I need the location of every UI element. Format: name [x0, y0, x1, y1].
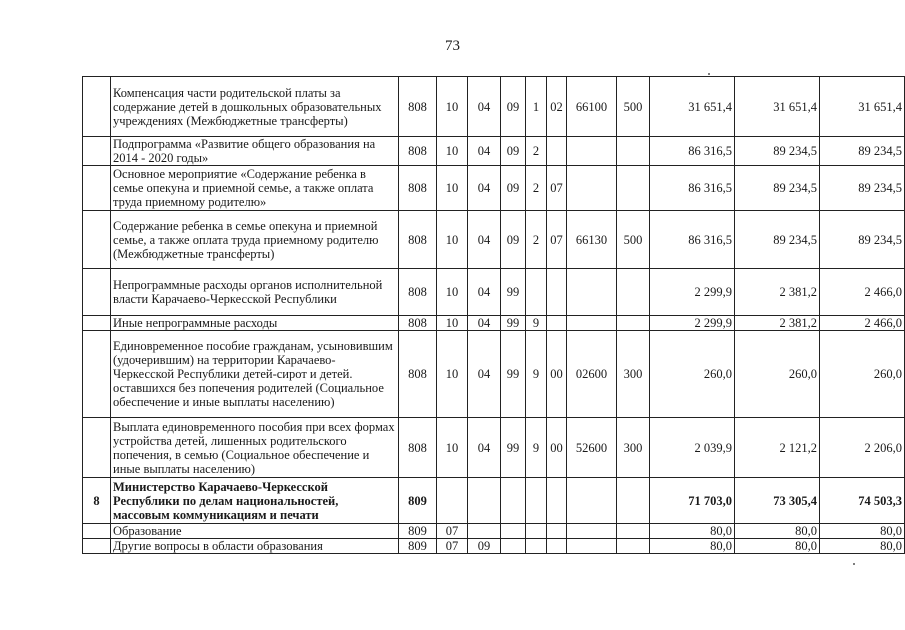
cs-direction-cell: [567, 478, 617, 524]
cs-direction-cell: [567, 316, 617, 331]
amount-year1-cell: 2 299,9: [650, 316, 735, 331]
amount-year1-cell: 80,0: [650, 539, 735, 554]
pr-cell: 04: [468, 211, 501, 269]
name-cell: Министерство Карачаево-Черкесской Республики по делам национальностей, массовым коммуникациям и печати: [111, 478, 399, 524]
amount-year1-cell: 71 703,0: [650, 478, 735, 524]
rz-cell: 10: [437, 331, 468, 418]
ved-cell: 808: [399, 269, 437, 316]
amount-year2-cell: 80,0: [735, 539, 820, 554]
rz-cell: 10: [437, 269, 468, 316]
vr-cell: [617, 524, 650, 539]
num-cell: 8: [83, 478, 111, 524]
amount-year1-cell: 80,0: [650, 524, 735, 539]
amount-year3-cell: 89 234,5: [820, 166, 905, 211]
num-cell: [83, 418, 111, 478]
vr-cell: [617, 269, 650, 316]
cs-program-cell: [501, 524, 526, 539]
vr-cell: [617, 137, 650, 166]
table-row: [83, 316, 905, 331]
amount-year1-cell: 31 651,4: [650, 77, 735, 137]
table-row: [83, 269, 905, 316]
pr-cell: 04: [468, 269, 501, 316]
num-cell: [83, 331, 111, 418]
amount-year3-cell: 2 466,0: [820, 316, 905, 331]
amount-year2-cell: 2 121,2: [735, 418, 820, 478]
pr-cell: 04: [468, 166, 501, 211]
amount-year2-cell: 73 305,4: [735, 478, 820, 524]
ved-cell: 808: [399, 418, 437, 478]
num-cell: [83, 524, 111, 539]
ved-cell: 809: [399, 524, 437, 539]
cs-direction-cell: [567, 166, 617, 211]
pr-cell: [468, 478, 501, 524]
cs-event-cell: 00: [547, 418, 567, 478]
amount-year1-cell: 86 316,5: [650, 166, 735, 211]
amount-year3-cell: 89 234,5: [820, 137, 905, 166]
pr-cell: 09: [468, 539, 501, 554]
cs-direction-cell: 52600: [567, 418, 617, 478]
vr-cell: [617, 539, 650, 554]
num-cell: [83, 166, 111, 211]
cs-event-cell: [547, 478, 567, 524]
name-cell: Единовременное пособие гражданам, усыновившим (удочерившим) на территории Карачаево-Черкесской Республики детей-сирот и детей. оставшихся без попечения родителей (Социальное обеспечение и иные выплаты населению): [111, 331, 399, 418]
pr-cell: 04: [468, 418, 501, 478]
scan-speck: [708, 73, 710, 75]
cs-event-cell: [547, 316, 567, 331]
rz-cell: 10: [437, 418, 468, 478]
num-cell: [83, 269, 111, 316]
cs-direction-cell: 66130: [567, 211, 617, 269]
amount-year2-cell: 2 381,2: [735, 316, 820, 331]
num-cell: [83, 316, 111, 331]
vr-cell: 500: [617, 77, 650, 137]
cs-program-cell: [501, 539, 526, 554]
vr-cell: 300: [617, 331, 650, 418]
ved-cell: 808: [399, 316, 437, 331]
amount-year3-cell: 2 466,0: [820, 269, 905, 316]
pr-cell: 04: [468, 316, 501, 331]
name-cell: Компенсация части родительской платы за содержание детей в дошкольных образовательных учреждениях (Межбюджетные трансферты): [111, 77, 399, 137]
budget-table: [82, 76, 905, 554]
rz-cell: 07: [437, 539, 468, 554]
ved-cell: 808: [399, 331, 437, 418]
cs-event-cell: [547, 269, 567, 316]
amount-year2-cell: 89 234,5: [735, 211, 820, 269]
cs-subprogram-cell: 9: [526, 316, 547, 331]
table-row: [83, 478, 905, 524]
rz-cell: 10: [437, 316, 468, 331]
cs-direction-cell: 02600: [567, 331, 617, 418]
name-cell: Образование: [111, 524, 399, 539]
ved-cell: 808: [399, 77, 437, 137]
ved-cell: 808: [399, 211, 437, 269]
amount-year2-cell: 31 651,4: [735, 77, 820, 137]
cs-subprogram-cell: 9: [526, 331, 547, 418]
vr-cell: [617, 316, 650, 331]
amount-year1-cell: 2 299,9: [650, 269, 735, 316]
cs-subprogram-cell: [526, 524, 547, 539]
cs-program-cell: 99: [501, 269, 526, 316]
rz-cell: 10: [437, 166, 468, 211]
amount-year2-cell: 2 381,2: [735, 269, 820, 316]
rz-cell: 10: [437, 211, 468, 269]
name-cell: Другие вопросы в области образования: [111, 539, 399, 554]
num-cell: [83, 77, 111, 137]
cs-program-cell: 09: [501, 211, 526, 269]
amount-year1-cell: 2 039,9: [650, 418, 735, 478]
amount-year1-cell: 86 316,5: [650, 137, 735, 166]
amount-year2-cell: 260,0: [735, 331, 820, 418]
num-cell: [83, 137, 111, 166]
ved-cell: 808: [399, 166, 437, 211]
cs-direction-cell: [567, 137, 617, 166]
cs-event-cell: [547, 539, 567, 554]
cs-program-cell: 09: [501, 77, 526, 137]
num-cell: [83, 211, 111, 269]
table-row: [83, 77, 905, 137]
cs-direction-cell: [567, 524, 617, 539]
table-row: [83, 166, 905, 211]
cs-event-cell: [547, 524, 567, 539]
amount-year3-cell: 2 206,0: [820, 418, 905, 478]
cs-subprogram-cell: 1: [526, 77, 547, 137]
cs-program-cell: 99: [501, 316, 526, 331]
cs-direction-cell: 66100: [567, 77, 617, 137]
table-row: [83, 539, 905, 554]
cs-event-cell: 07: [547, 211, 567, 269]
pr-cell: 04: [468, 331, 501, 418]
amount-year3-cell: 89 234,5: [820, 211, 905, 269]
pr-cell: [468, 524, 501, 539]
table-row: [83, 211, 905, 269]
vr-cell: 300: [617, 418, 650, 478]
cs-program-cell: [501, 478, 526, 524]
cs-program-cell: 09: [501, 137, 526, 166]
cs-subprogram-cell: 2: [526, 166, 547, 211]
table-row: [83, 524, 905, 539]
cs-direction-cell: [567, 539, 617, 554]
pr-cell: 04: [468, 137, 501, 166]
cs-subprogram-cell: [526, 269, 547, 316]
name-cell: Непрограммные расходы органов исполнительной власти Карачаево-Черкесской Республики: [111, 269, 399, 316]
ved-cell: 808: [399, 137, 437, 166]
rz-cell: 10: [437, 137, 468, 166]
amount-year2-cell: 89 234,5: [735, 137, 820, 166]
table-body: [83, 77, 905, 554]
table-row: [83, 418, 905, 478]
amount-year3-cell: 74 503,3: [820, 478, 905, 524]
name-cell: Выплата единовременного пособия при всех формах устройства детей, лишенных родительского попечения, в семью (Социальное обеспечение и иные выплаты населению): [111, 418, 399, 478]
cs-program-cell: 99: [501, 331, 526, 418]
amount-year1-cell: 86 316,5: [650, 211, 735, 269]
cs-event-cell: [547, 137, 567, 166]
num-cell: [83, 539, 111, 554]
amount-year2-cell: 80,0: [735, 524, 820, 539]
name-cell: Подпрограмма «Развитие общего образования на 2014 - 2020 годы»: [111, 137, 399, 166]
cs-subprogram-cell: 9: [526, 418, 547, 478]
name-cell: Содержание ребенка в семье опекуна и приемной семье, а также оплата труда приемному родителю (Межбюджетные трансферты): [111, 211, 399, 269]
cs-event-cell: 00: [547, 331, 567, 418]
pr-cell: 04: [468, 77, 501, 137]
rz-cell: [437, 478, 468, 524]
cs-subprogram-cell: [526, 478, 547, 524]
cs-subprogram-cell: 2: [526, 137, 547, 166]
ved-cell: 809: [399, 539, 437, 554]
amount-year1-cell: 260,0: [650, 331, 735, 418]
cs-direction-cell: [567, 269, 617, 316]
amount-year2-cell: 89 234,5: [735, 166, 820, 211]
cs-subprogram-cell: 2: [526, 211, 547, 269]
name-cell: Основное мероприятие «Содержание ребенка в семье опекуна и приемной семье, а также оплата труда приемному родителю»: [111, 166, 399, 211]
cs-program-cell: 99: [501, 418, 526, 478]
cs-subprogram-cell: [526, 539, 547, 554]
page-number: 73: [445, 38, 460, 54]
table-row: [83, 331, 905, 418]
ved-cell: 809: [399, 478, 437, 524]
amount-year3-cell: 31 651,4: [820, 77, 905, 137]
scan-speck: [853, 563, 855, 565]
table-row: [83, 137, 905, 166]
cs-event-cell: 07: [547, 166, 567, 211]
name-cell: Иные непрограммные расходы: [111, 316, 399, 331]
amount-year3-cell: 260,0: [820, 331, 905, 418]
cs-program-cell: 09: [501, 166, 526, 211]
rz-cell: 10: [437, 77, 468, 137]
vr-cell: [617, 166, 650, 211]
vr-cell: [617, 478, 650, 524]
vr-cell: 500: [617, 211, 650, 269]
cs-event-cell: 02: [547, 77, 567, 137]
amount-year3-cell: 80,0: [820, 539, 905, 554]
rz-cell: 07: [437, 524, 468, 539]
amount-year3-cell: 80,0: [820, 524, 905, 539]
